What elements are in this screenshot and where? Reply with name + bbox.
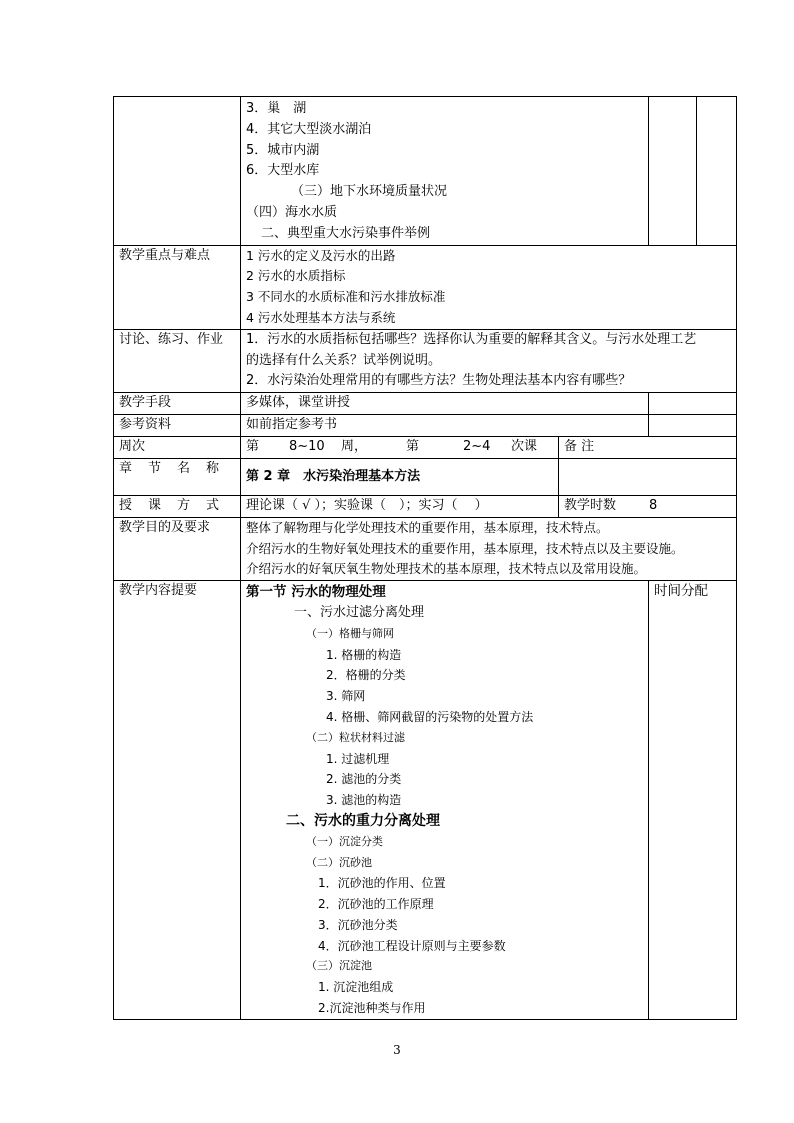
list-item: 4．沉砂池工程设计原则与主要参数 [318,938,506,953]
text-line: 4．其它大型淡水湖泊 [246,121,372,137]
subheading: （三）沉淀池 [306,959,372,973]
means-value: 多媒体，课堂讲授 [241,393,649,415]
discussion-row [114,329,737,392]
refs-row [114,414,737,436]
list-item: 1. 格栅的构造 [326,647,402,662]
means-label: 教学手段 [114,393,241,415]
list-item: 3. 筛网 [326,689,366,704]
content-row [114,581,737,1020]
chapter-row [114,458,737,495]
text-line: 介绍污水的好氧厌氧生物处理技术的基本原理，技术特点以及常用设施。 [246,561,647,577]
list-item: 3. 滤池的构造 [326,793,402,808]
mode-label: 授课方式 [114,495,241,517]
week-unit: 周， [341,438,368,454]
section-title: 第一节 污水的物理处理 [246,584,386,601]
hours-cell [559,495,737,517]
text-line: 二、典型重大水污染事件举例 [261,225,431,241]
means-row [114,393,737,415]
heading-1: 一、污水过滤分离处理 [294,604,425,620]
text-line: （三）地下水环境质量状况 [291,184,448,200]
heading-2: 二、污水的重力分离处理 [286,812,440,829]
text-line: 1．污水的水质指标包括哪些？选择你认为重要的解释其含义。与污水处理工艺 [246,331,697,347]
note-label: 备 注 [559,436,737,458]
content-label: 教学内容提要 [114,581,241,1020]
syllabus-table [113,96,737,1020]
empty-cell [649,393,737,415]
empty-cell [649,97,697,246]
chapter-value: 第 2 章 水污染治理基本方法 [241,458,559,495]
list-item: 2.沉淀池种类与作用 [318,1001,426,1016]
week-range: 8~10 [289,438,325,454]
goals-content [241,517,737,580]
week-word: 第 [246,438,260,454]
empty-cell [649,414,737,436]
text-line: 3 不同水的水质标准和污水排放标准 [246,289,446,305]
page-number: 3 [393,1043,401,1057]
text-line: 5．城市内湖 [246,142,320,158]
empty-label-cell [114,97,241,246]
goals-row [114,517,737,580]
refs-value: 如前指定参考书 [241,414,649,436]
list-item: 4. 格栅、筛网截留的污染物的处置方法 [326,709,534,724]
text-line: 1 污水的定义及污水的出路 [246,247,396,263]
hours-label: 教学时数 [564,497,617,513]
continuation-content [241,97,649,246]
list-item: 1. 沉淀池组成 [318,980,394,995]
subheading: （一）沉淀分类 [306,834,383,848]
hours-value: 8 [649,497,658,513]
subheading: （一）格栅与筛网 [306,626,394,640]
text-line: 2 污水的水质指标 [246,268,346,284]
key-points-row [114,245,737,329]
text-line: 介绍污水的生物好氧处理技术的重要作用，基本原理，技术特点以及主要设施。 [246,540,684,556]
week-row [114,436,737,458]
empty-cell [559,458,737,495]
text-line: 3．巢 湖 [246,101,307,116]
list-item: 1. 过滤机理 [326,751,390,766]
text-line: 4 污水处理基本方法与系统 [246,309,396,325]
goals-label: 教学目的及要求 [114,517,241,580]
lesson-range: 2~4 [463,438,491,454]
mode-value: 理论课（ √ ）；实验课（ ）；实习（ ） [241,495,559,517]
key-points-label: 教学重点与难点 [114,245,241,329]
list-item: 3．沉砂池分类 [318,917,398,932]
time-allocation-label: 时间分配 [649,581,737,1020]
week-label: 周次 [114,436,241,458]
key-points-content [241,245,737,329]
refs-label: 参考资料 [114,414,241,436]
text-line: 的选择有什么关系？试举例说明。 [246,352,442,368]
list-item: 2. 滤池的分类 [326,772,402,787]
content-body [241,581,649,1020]
lesson-unit: 次课 [511,438,538,454]
mode-row [114,495,737,517]
lesson-word: 第 [406,438,420,454]
week-value [241,436,559,458]
text-line: （四）海水水质 [246,204,338,220]
text-line: 整体了解物理与化学处理技术的重要作用，基本原理，技术特点。 [246,519,609,535]
discussion-label: 讨论、练习、作业 [114,329,241,392]
discussion-content [241,329,737,392]
text-line: 2．水污染治处理常用的有哪些方法？生物处理法基本内容有哪些？ [246,373,632,389]
list-item: 2．沉砂池的工作原理 [318,897,434,912]
subheading: （二）粒状材料过滤 [306,730,405,744]
subheading: （二）沉砂池 [306,855,372,869]
list-item: 2．格栅的分类 [326,668,406,683]
list-item: 1．沉砂池的作用、位置 [318,876,446,891]
text-line: 6．大型水库 [246,163,320,179]
chapter-label: 章节名称 [114,458,241,495]
empty-cell [697,97,737,246]
continuation-row [114,97,737,246]
